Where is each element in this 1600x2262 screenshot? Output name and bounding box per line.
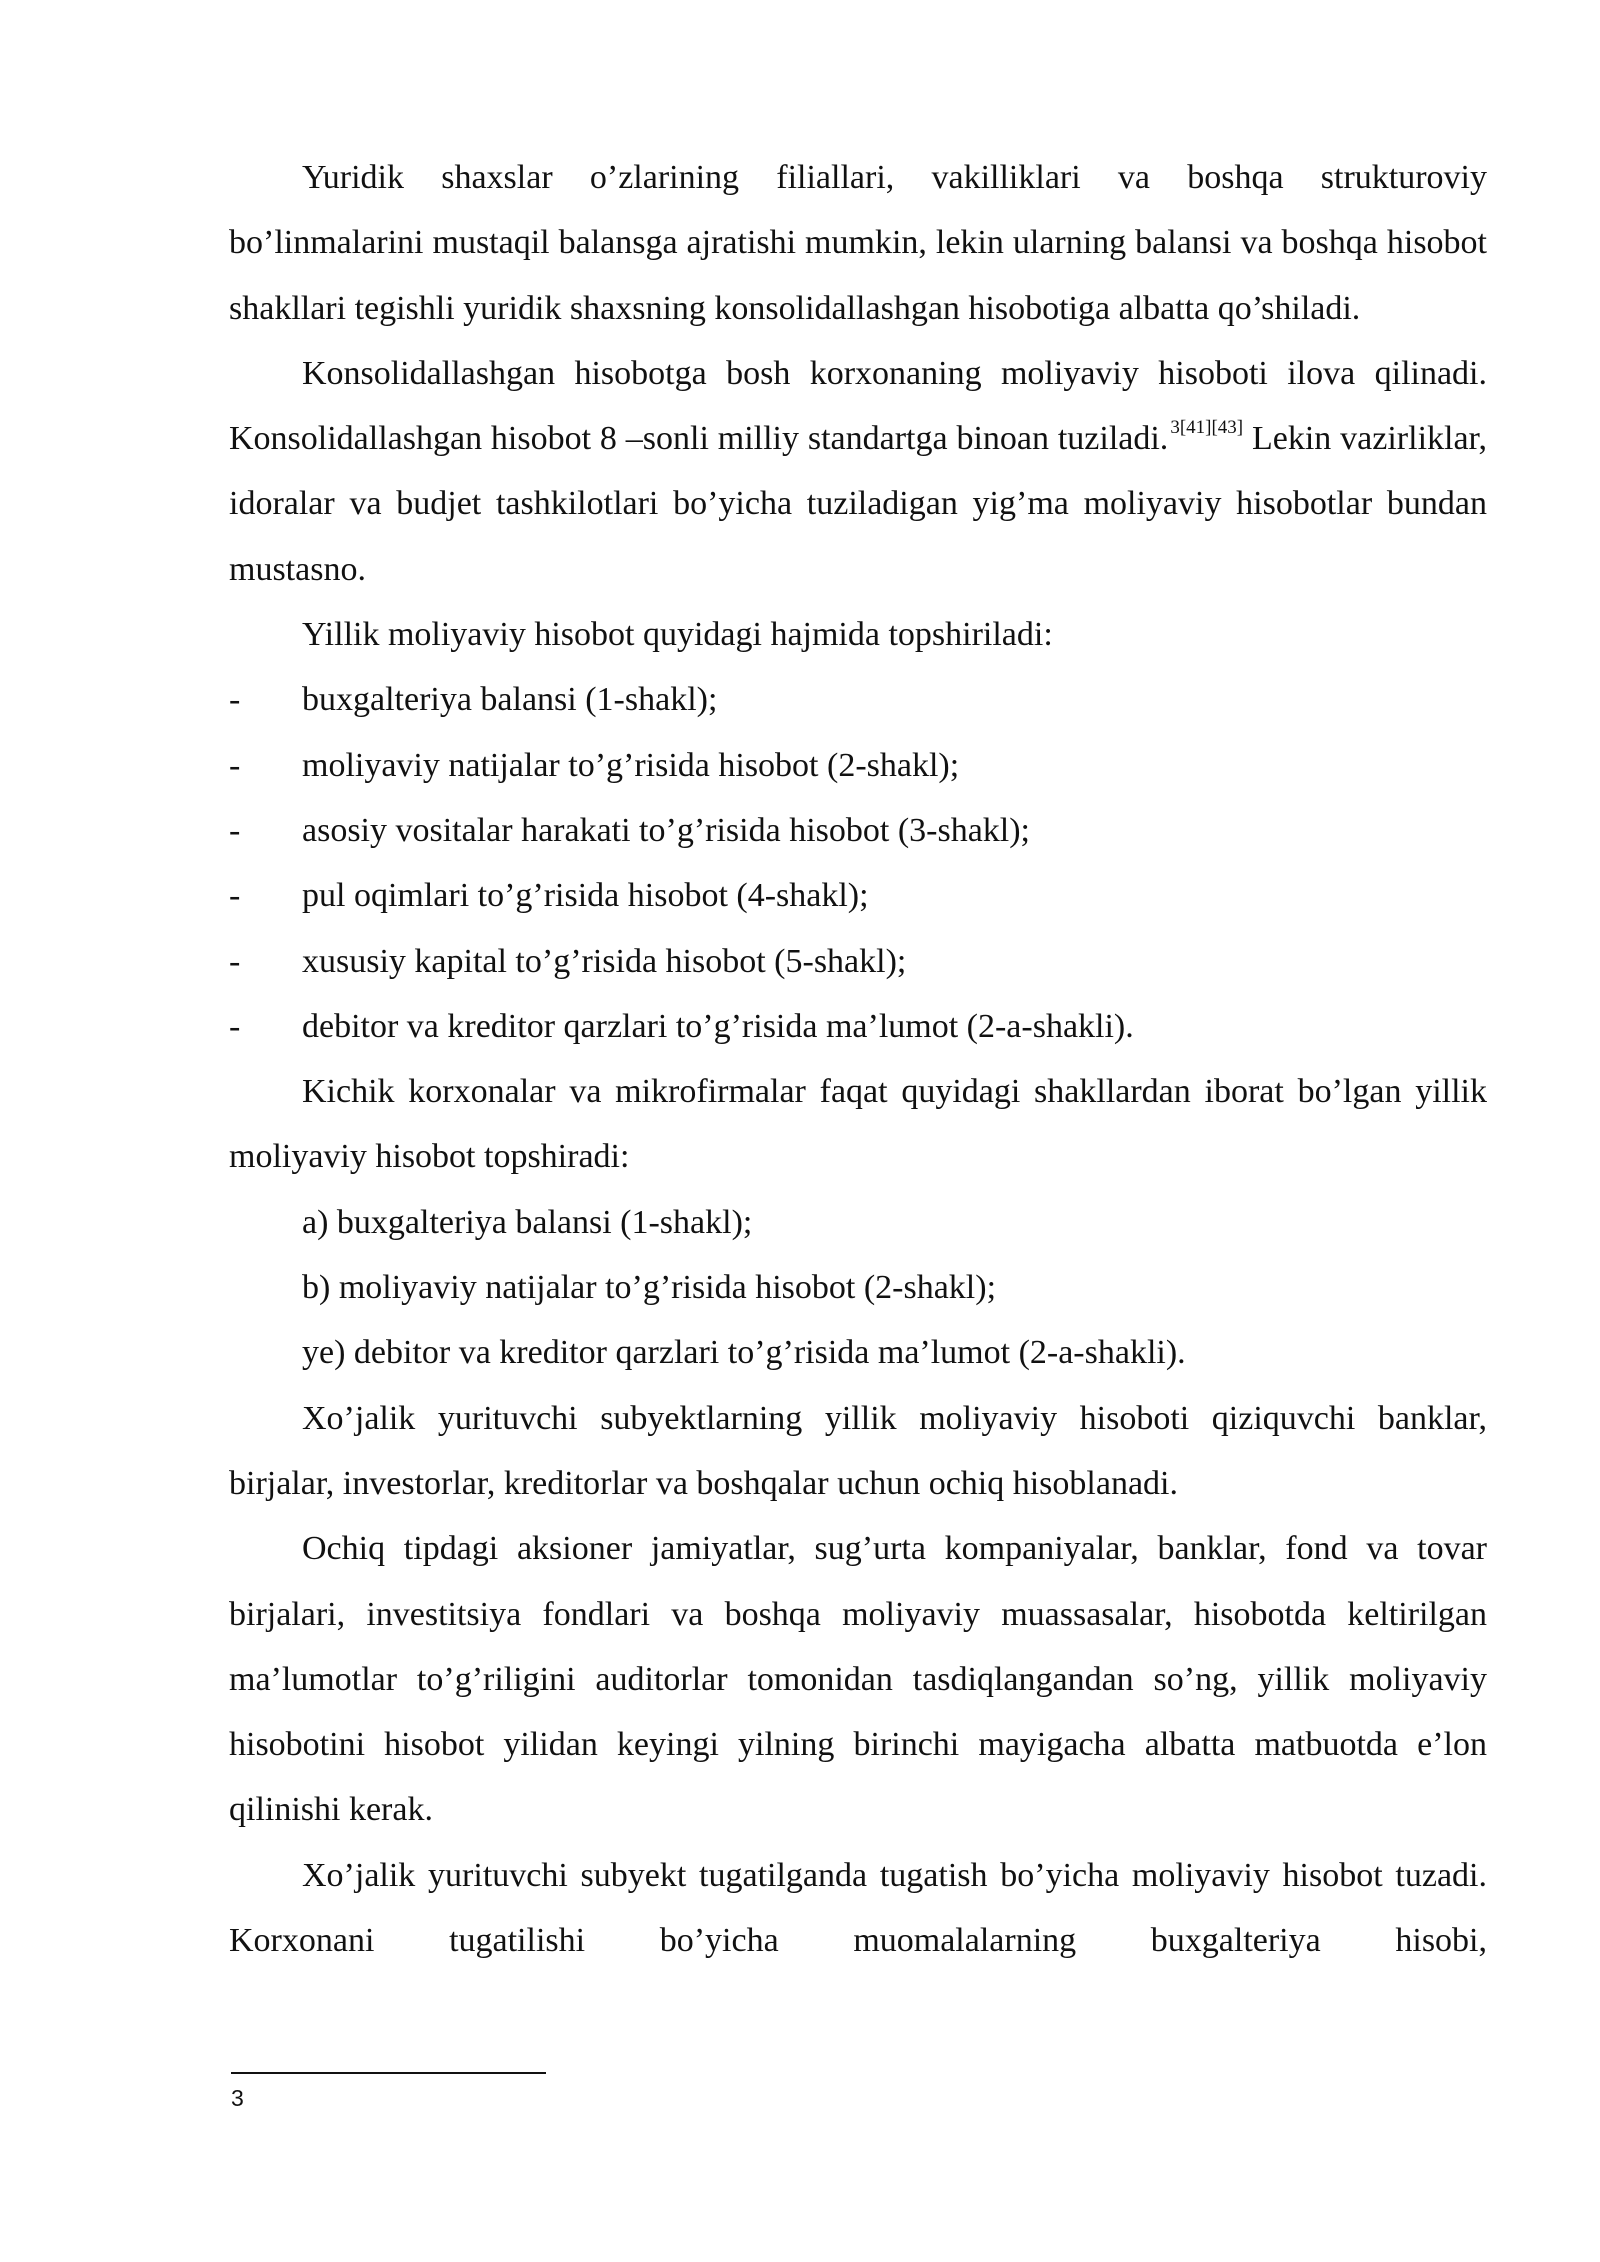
list-item-text: xususiy kapital to’g’risida hisobot (5-shakl); [302, 942, 907, 980]
paragraph-annual-report-intro: Yillik moliyaviy hisobot quyidagi hajmida topshiriladi: [302, 616, 1053, 654]
sub-list-item: b) moliyaviy natijalar to’g’risida hisobot (2-shakl); [302, 1269, 997, 1307]
paragraph-open-reports: Xo’jalik yurituvchi subyektlarning yillik moliyaviy hisoboti qiziquvchi banklar, birjalar, investorlar, kreditorlar va boshqalar uchun ochiq hisoblanadi. [229, 1399, 1487, 1502]
annual-report-forms-list [229, 667, 1487, 1059]
sub-list-item: ye) debitor va kreditor qarzlari to’g’risida ma’lumot (2-a-shakli). [302, 1334, 1186, 1372]
body-text [229, 145, 1487, 1973]
list-dash: - [229, 811, 241, 849]
paragraph-small-enterprises: Kichik korxonalar va mikrofirmalar faqat quyidagi shakllardan iborat bo’lgan yillik moliyaviy hisobot topshiradi: [229, 1073, 1487, 1176]
paragraph-consolidated-text: Konsolidallashgan hisobotga bosh korxonaning moliyaviy hisoboti ilova qilinadi. Konsolidallashgan hisobot 8 –sonli milliy standartga binoan tuziladi. [229, 354, 1487, 458]
paragraph-publication-requirement: Ochiq tipdagi aksioner jamiyatlar, sug’urta kompaniyalar, banklar, fond va tovar birjalari, investitsiya fondlari va boshqa moliyaviy muassasalar, hisobotda keltirilgan ma’lumotlar to’g’riligini auditorlar tomonidan tasdiqlangandan so’ng, yillik moliyaviy hisobotini hisobot yilidan keyingi yilning birinchi mayigacha albatta matbuotda e’lon qilinishi kerak. [229, 1530, 1487, 1829]
list-dash: - [229, 1007, 241, 1045]
paragraph-legal-entities: Yuridik shaxslar o’zlarining filiallari, vakilliklari va boshqa strukturoviy bo’linmalarini mustaqil balansga ajratishi mumkin, lekin ularning balansi va boshqa hisobot shakllari tegishli yuridik shaxsning konsolidallashgan hisobotiga albatta qo’shiladi. [229, 159, 1487, 327]
list-dash: - [229, 877, 241, 915]
list-item [229, 929, 1487, 994]
paragraph-exception-text: Lekin vazirliklar, idoralar va budjet tashkilotlari bo’yicha tuziladigan yig’ma moliyaviy hisobotlar bundan mustasno. [229, 420, 1488, 588]
paragraph-consolidated-report [229, 341, 1487, 602]
list-item-text: debitor va kreditor qarzlari to’g’risida ma’lumot (2-a-shakli). [302, 1007, 1134, 1045]
footnote-divider [231, 2072, 546, 2074]
list-item [229, 863, 1487, 928]
list-item [229, 798, 1487, 863]
list-item [229, 994, 1487, 1059]
list-item [229, 667, 1487, 732]
footnote-reference: 3[41][43] [1170, 416, 1244, 438]
list-item-text: moliyaviy natijalar to’g’risida hisobot (2-shakl); [302, 746, 960, 784]
list-dash: - [229, 681, 241, 719]
paragraph-liquidation: Xo’jalik yurituvchi subyekt tugatilganda tugatish bo’yicha moliyaviy hisobot tuzadi. Korxonani tugatilishi bo’yicha muomalalarning buxgalteriya hisobi, [229, 1856, 1487, 1960]
list-item-text: pul oqimlari to’g’risida hisobot (4-shakl); [302, 877, 869, 915]
list-dash: - [229, 746, 241, 784]
sub-list-item: a) buxgalteriya balansi (1-shakl); [302, 1203, 753, 1241]
footnote-number: 3 [231, 2085, 244, 2111]
list-item-text: asosiy vositalar harakati to’g’risida hisobot (3-shakl); [302, 811, 1030, 849]
list-item [229, 733, 1487, 798]
list-dash: - [229, 942, 241, 980]
list-item-text: buxgalteriya balansi (1-shakl); [302, 681, 718, 719]
